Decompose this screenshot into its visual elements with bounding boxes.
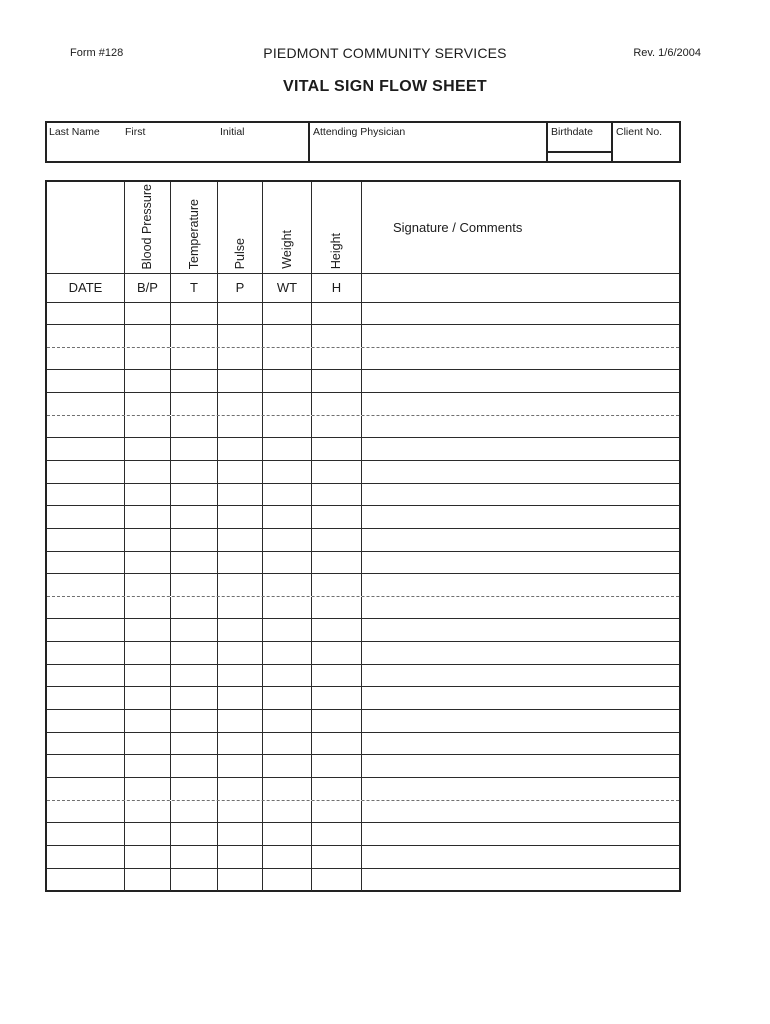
vitals-cell-pulse[interactable] [218,484,263,506]
vitals-cell-pulse[interactable] [218,552,263,574]
vitals-cell-height[interactable] [312,869,362,892]
vitals-cell-temp[interactable] [171,619,218,641]
vitals-cell-date[interactable] [47,438,125,460]
vitals-cell-pulse[interactable] [218,619,263,641]
vitals-cell-pulse[interactable] [218,529,263,551]
vitals-cell-height[interactable] [312,642,362,664]
vitals-cell-pulse[interactable] [218,325,263,347]
vitals-cell-height[interactable] [312,733,362,755]
vitals-cell-weight[interactable] [263,597,312,619]
vitals-cell-height[interactable] [312,801,362,823]
vitals-data-row [47,823,679,846]
vitals-data-row [47,529,679,552]
vitals-cell-temp[interactable] [171,461,218,483]
form-number: Form #128 [70,47,124,59]
vitals-cell-temp[interactable] [171,778,218,800]
vitals-cell-bp[interactable] [125,823,171,845]
vitals-data-row [47,733,679,756]
vitals-cell-weight[interactable] [263,461,312,483]
vitals-cell-height[interactable] [312,484,362,506]
last-name-label: Last Name [49,126,100,138]
vitals-cell-height[interactable] [312,552,362,574]
vitals-cell-weight[interactable] [263,529,312,551]
vitals-data-row [47,755,679,778]
birthdate-field[interactable] [548,123,613,161]
vitals-cell-signature[interactable] [362,416,679,438]
vitals-cell-weight[interactable] [263,393,312,415]
vitals-cell-bp[interactable] [125,687,171,709]
vitals-cell-date[interactable] [47,370,125,392]
vitals-cell-date[interactable] [47,869,125,892]
vitals-cell-temp[interactable] [171,687,218,709]
vitals-cell-pulse[interactable] [218,823,263,845]
vitals-data-row [47,416,679,439]
vitals-cell-date[interactable] [47,801,125,823]
vitals-data-row [47,642,679,665]
vitals-data-row [47,619,679,642]
vitals-cell-signature[interactable] [362,801,679,823]
vitals-cell-bp[interactable] [125,869,171,892]
vitals-cell-weight[interactable] [263,823,312,845]
vitals-cell-weight[interactable] [263,438,312,460]
vitals-cell-weight[interactable] [263,348,312,370]
vitals-cell-temp[interactable] [171,506,218,528]
vitals-cell-date[interactable] [47,778,125,800]
temperature-header: Temperature [186,198,201,269]
pulse-header-cell [218,182,263,273]
vitals-cell-weight[interactable] [263,552,312,574]
vitals-cell-weight[interactable] [263,574,312,596]
vitals-cell-signature[interactable] [362,710,679,732]
vitals-cell-bp[interactable] [125,597,171,619]
vitals-cell-temp[interactable] [171,801,218,823]
vitals-cell-height[interactable] [312,416,362,438]
vitals-cell-bp[interactable] [125,642,171,664]
vitals-cell-date[interactable] [47,303,125,325]
vitals-cell-signature[interactable] [362,438,679,460]
vitals-cell-signature[interactable] [362,823,679,845]
vitals-cell-signature[interactable] [362,778,679,800]
vitals-cell-height[interactable] [312,393,362,415]
vitals-cell-signature[interactable] [362,303,679,325]
vitals-cell-date[interactable] [47,687,125,709]
vitals-cell-bp[interactable] [125,461,171,483]
page-header-line [0,45,770,61]
vitals-cell-bp[interactable] [125,778,171,800]
vitals-cell-weight[interactable] [263,733,312,755]
vitals-cell-bp[interactable] [125,325,171,347]
vitals-cell-temp[interactable] [171,846,218,868]
height-header-cell [312,182,362,273]
vitals-cell-date[interactable] [47,733,125,755]
vitals-data-row [47,574,679,597]
vitals-cell-weight[interactable] [263,846,312,868]
vitals-cell-weight[interactable] [263,710,312,732]
vitals-cell-signature[interactable] [362,869,679,892]
vitals-cell-date[interactable] [47,823,125,845]
vitals-data-row [47,325,679,348]
pulse-abbrev: P [218,274,263,302]
vitals-cell-height[interactable] [312,846,362,868]
vitals-cell-height[interactable] [312,665,362,687]
vitals-cell-date[interactable] [47,506,125,528]
vitals-cell-temp[interactable] [171,869,218,892]
vitals-data-row [47,801,679,824]
vitals-cell-temp[interactable] [171,325,218,347]
patient-info-box [45,121,681,163]
vitals-cell-height[interactable] [312,370,362,392]
vitals-cell-signature[interactable] [362,642,679,664]
vitals-cell-signature[interactable] [362,552,679,574]
vitals-cell-signature[interactable] [362,370,679,392]
vitals-data-row [47,348,679,371]
first-name-label: First [125,126,146,138]
vitals-cell-pulse[interactable] [218,506,263,528]
vitals-cell-temp[interactable] [171,733,218,755]
vitals-cell-signature[interactable] [362,461,679,483]
vitals-cell-temp[interactable] [171,665,218,687]
vitals-cell-weight[interactable] [263,303,312,325]
vitals-cell-date[interactable] [47,461,125,483]
vitals-cell-pulse[interactable] [218,846,263,868]
vitals-cell-height[interactable] [312,755,362,777]
vitals-data-row [47,846,679,869]
vitals-cell-pulse[interactable] [218,416,263,438]
vitals-cell-weight[interactable] [263,642,312,664]
vitals-cell-date[interactable] [47,529,125,551]
vitals-cell-date[interactable] [47,710,125,732]
vitals-cell-bp[interactable] [125,846,171,868]
vitals-data-row [47,438,679,461]
temperature-header-cell [171,182,218,273]
vitals-cell-weight[interactable] [263,687,312,709]
vitals-data-row [47,484,679,507]
height-abbrev: H [312,274,362,302]
vitals-cell-temp[interactable] [171,303,218,325]
vitals-cell-weight[interactable] [263,619,312,641]
vitals-cell-signature[interactable] [362,348,679,370]
vitals-cell-pulse[interactable] [218,665,263,687]
vitals-cell-height[interactable] [312,574,362,596]
attending-physician-field[interactable] [310,123,548,161]
vitals-cell-temp[interactable] [171,529,218,551]
vitals-cell-weight[interactable] [263,801,312,823]
vitals-cell-pulse[interactable] [218,461,263,483]
vitals-cell-date[interactable] [47,665,125,687]
vitals-cell-height[interactable] [312,325,362,347]
birthdate-label: Birthdate [551,126,594,138]
vitals-cell-pulse[interactable] [218,687,263,709]
vitals-cell-date[interactable] [47,484,125,506]
vitals-cell-temp[interactable] [171,484,218,506]
vitals-cell-temp[interactable] [171,823,218,845]
vitals-cell-date[interactable] [47,619,125,641]
temp-abbrev: T [171,274,218,302]
vitals-data-row [47,869,679,892]
vitals-cell-signature[interactable] [362,393,679,415]
vitals-cell-temp[interactable] [171,393,218,415]
vitals-cell-signature[interactable] [362,597,679,619]
page-title: VITAL SIGN FLOW SHEET [283,78,487,95]
vitals-cell-signature[interactable] [362,484,679,506]
vitals-cell-bp[interactable] [125,552,171,574]
vital-signs-table [45,180,681,892]
vitals-cell-temp[interactable] [171,710,218,732]
vitals-cell-bp[interactable] [125,619,171,641]
vitals-data-row [47,687,679,710]
vitals-cell-date[interactable] [47,597,125,619]
vitals-cell-weight[interactable] [263,665,312,687]
vitals-cell-temp[interactable] [171,370,218,392]
vitals-cell-signature[interactable] [362,619,679,641]
vitals-cell-signature[interactable] [362,846,679,868]
vitals-cell-signature[interactable] [362,733,679,755]
vitals-cell-weight[interactable] [263,778,312,800]
vitals-cell-bp[interactable] [125,733,171,755]
vitals-cell-temp[interactable] [171,552,218,574]
vitals-cell-height[interactable] [312,778,362,800]
vitals-cell-signature[interactable] [362,325,679,347]
signature-comments-header: Signature / Comments [393,220,523,235]
vitals-cell-signature[interactable] [362,506,679,528]
attending-physician-label: Attending Physician [313,126,406,138]
vitals-cell-height[interactable] [312,687,362,709]
client-no-label: Client No. [616,126,663,138]
vitals-cell-bp[interactable] [125,484,171,506]
vitals-data-row [47,597,679,620]
vitals-cell-bp[interactable] [125,416,171,438]
date-abbrev: DATE [47,274,125,302]
vitals-cell-temp[interactable] [171,348,218,370]
vitals-cell-signature[interactable] [362,755,679,777]
vitals-cell-date[interactable] [47,755,125,777]
vitals-cell-date[interactable] [47,552,125,574]
vitals-cell-pulse[interactable] [218,370,263,392]
vitals-cell-signature[interactable] [362,574,679,596]
vitals-cell-date[interactable] [47,846,125,868]
vitals-cell-bp[interactable] [125,574,171,596]
vitals-cell-date[interactable] [47,574,125,596]
vitals-cell-height[interactable] [312,597,362,619]
blood-pressure-header-cell [125,182,171,273]
weight-header-cell [263,182,312,273]
vitals-cell-temp[interactable] [171,597,218,619]
vitals-cell-signature[interactable] [362,529,679,551]
vitals-cell-bp[interactable] [125,755,171,777]
vitals-cell-signature[interactable] [362,687,679,709]
weight-abbrev: WT [263,274,312,302]
vitals-data-row [47,370,679,393]
vitals-data-row [47,778,679,801]
vitals-cell-height[interactable] [312,348,362,370]
vitals-cell-height[interactable] [312,303,362,325]
vitals-data-row [47,665,679,688]
vitals-cell-weight[interactable] [263,325,312,347]
vitals-cell-height[interactable] [312,619,362,641]
vitals-cell-bp[interactable] [125,710,171,732]
pulse-header: Pulse [232,237,247,269]
table-header-row [47,182,679,274]
vitals-cell-bp[interactable] [125,438,171,460]
vitals-data-row [47,710,679,733]
vitals-cell-bp[interactable] [125,303,171,325]
vitals-cell-pulse[interactable] [218,755,263,777]
vitals-cell-weight[interactable] [263,484,312,506]
vitals-cell-pulse[interactable] [218,348,263,370]
vitals-cell-weight[interactable] [263,755,312,777]
signature-abbrev-cell [362,274,679,302]
height-header: Height [329,232,344,269]
vitals-cell-temp[interactable] [171,755,218,777]
vitals-cell-pulse[interactable] [218,438,263,460]
vitals-cell-pulse[interactable] [218,869,263,892]
column-abbrev-row [47,274,679,303]
vitals-data-row [47,461,679,484]
vitals-cell-pulse[interactable] [218,778,263,800]
weight-header: Weight [279,230,294,269]
vitals-cell-bp[interactable] [125,370,171,392]
vitals-cell-bp[interactable] [125,348,171,370]
revision-date: Rev. 1/6/2004 [633,47,701,59]
vitals-cell-weight[interactable] [263,869,312,892]
vitals-data-row [47,552,679,575]
vitals-cell-temp[interactable] [171,574,218,596]
blood-pressure-header: Blood Pressure [140,183,155,269]
vitals-cell-pulse[interactable] [218,710,263,732]
bp-abbrev: B/P [125,274,171,302]
vitals-cell-weight[interactable] [263,506,312,528]
vitals-cell-temp[interactable] [171,642,218,664]
vitals-cell-pulse[interactable] [218,393,263,415]
vitals-cell-bp[interactable] [125,506,171,528]
vitals-cell-weight[interactable] [263,370,312,392]
vitals-cell-pulse[interactable] [218,801,263,823]
vitals-cell-date[interactable] [47,325,125,347]
vitals-cell-date[interactable] [47,393,125,415]
vitals-cell-height[interactable] [312,823,362,845]
vitals-cell-date[interactable] [47,416,125,438]
vitals-cell-bp[interactable] [125,529,171,551]
organization-name: PIEDMONT COMMUNITY SERVICES [263,45,507,61]
vitals-cell-bp[interactable] [125,801,171,823]
vitals-cell-pulse[interactable] [218,597,263,619]
name-field[interactable] [47,123,310,161]
vitals-cell-pulse[interactable] [218,574,263,596]
vitals-cell-height[interactable] [312,438,362,460]
vitals-cell-height[interactable] [312,506,362,528]
date-header-cell [47,182,125,273]
vitals-cell-date[interactable] [47,642,125,664]
vitals-cell-signature[interactable] [362,665,679,687]
vitals-cell-bp[interactable] [125,393,171,415]
vitals-cell-pulse[interactable] [218,303,263,325]
vitals-cell-temp[interactable] [171,438,218,460]
vitals-data-row [47,303,679,326]
vitals-data-row [47,506,679,529]
initial-label: Initial [220,126,245,138]
client-no-field[interactable] [613,123,679,161]
vitals-cell-date[interactable] [47,348,125,370]
vitals-cell-pulse[interactable] [218,642,263,664]
data-rows-container [47,303,679,892]
signature-comments-header-cell [362,182,679,273]
vitals-data-row [47,393,679,416]
vitals-cell-temp[interactable] [171,416,218,438]
vitals-cell-height[interactable] [312,710,362,732]
vitals-cell-pulse[interactable] [218,733,263,755]
vitals-cell-height[interactable] [312,529,362,551]
vitals-cell-bp[interactable] [125,665,171,687]
vitals-cell-height[interactable] [312,461,362,483]
vitals-cell-weight[interactable] [263,416,312,438]
